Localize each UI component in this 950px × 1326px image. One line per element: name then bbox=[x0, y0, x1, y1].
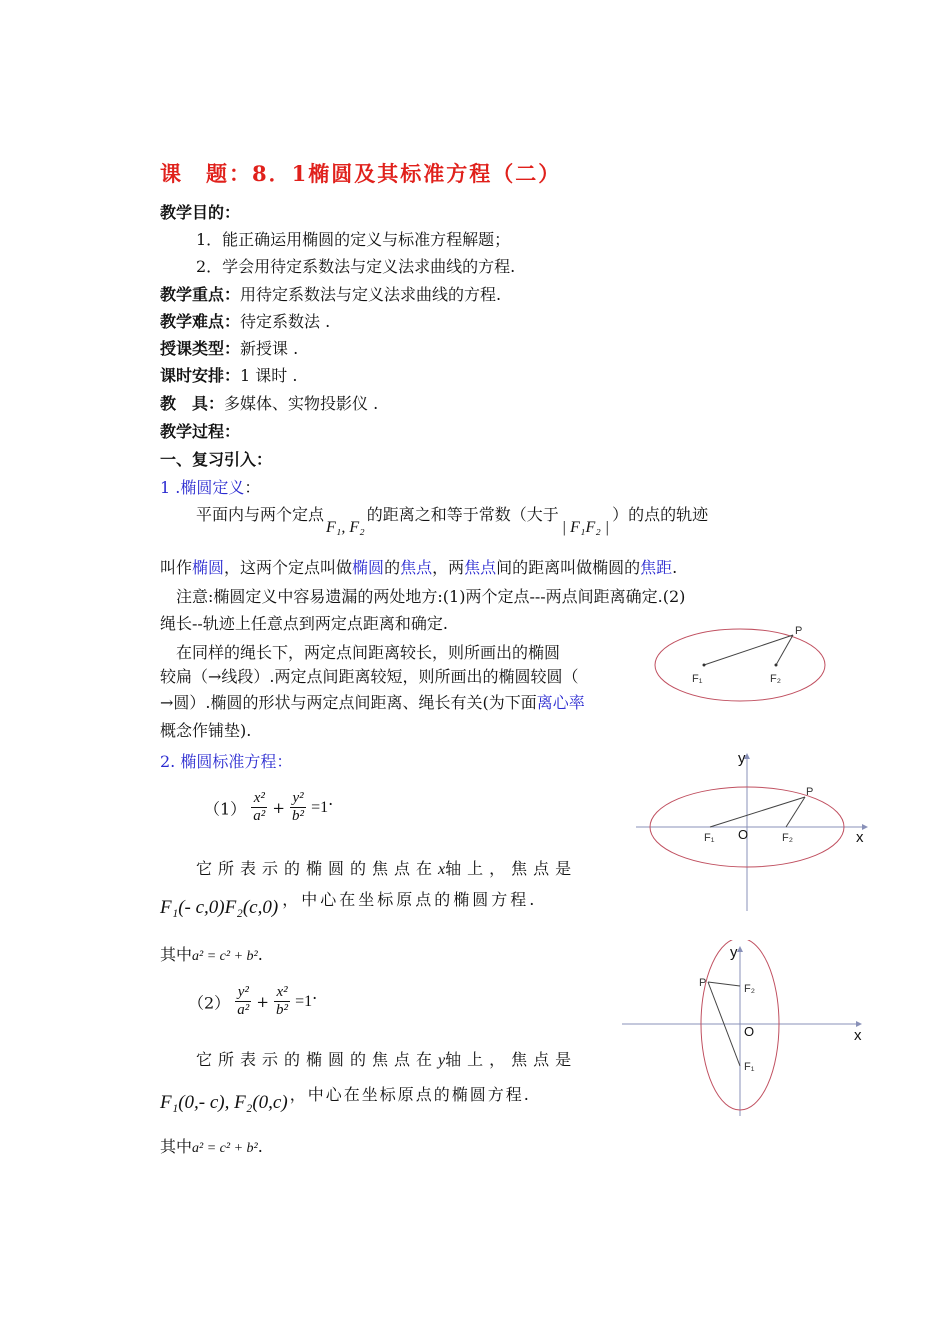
segment-f1-p bbox=[704, 635, 793, 665]
key-text: 用待定系数法与定义法求曲线的方程. bbox=[240, 285, 502, 304]
numerator: x² bbox=[251, 790, 267, 808]
difficulty-label: 教学难点： bbox=[160, 312, 241, 331]
section-review: 一、复习引入： bbox=[160, 450, 273, 469]
focus-f1-label: F₁ bbox=[704, 832, 715, 844]
lesson-type-label: 授课类型： bbox=[160, 339, 241, 358]
item1-number: 1 . bbox=[160, 478, 181, 497]
relation-formula: a² = c² + b² bbox=[192, 949, 258, 964]
same-length-text: →圆）.椭圆的形状与两定点间距离、绳长有关(为下面 bbox=[160, 693, 537, 712]
fraction-x-over-a bbox=[251, 790, 267, 826]
definition-text: 叫作 bbox=[160, 558, 193, 577]
focus-f2-label: F₂ bbox=[770, 673, 781, 685]
eq2-text: ，中心在坐标原点的椭圆方程. bbox=[289, 1085, 531, 1104]
definition-text: 间的距离叫做椭圆的 bbox=[496, 558, 641, 577]
term-focus: 焦点 bbox=[464, 558, 497, 577]
difficulty-row bbox=[160, 309, 330, 332]
hours-text: 1 课时 . bbox=[240, 366, 298, 385]
tools-text: 多媒体、实物投影仪 . bbox=[224, 394, 379, 413]
numerator: y² bbox=[290, 790, 306, 808]
definition-line2 bbox=[160, 555, 677, 578]
page-title: 课 题：8．1椭圆及其标准方程（二） bbox=[160, 161, 562, 186]
equation-1: （1） $\frac{\text{x²}}{\text{a²}}$ + $\frac{\text{y²}}{\text{b²}}$ =1. bbox=[204, 790, 334, 825]
equation-rhs: =1 bbox=[311, 798, 329, 816]
eq2-text: 其中 bbox=[160, 1137, 193, 1156]
item1-colon: ： bbox=[244, 478, 261, 497]
same-length-line4: 概念作铺垫). bbox=[160, 721, 252, 740]
focus-f2-label: F₂ bbox=[744, 983, 755, 995]
same-length-line3 bbox=[160, 690, 585, 713]
point-p-label: P bbox=[699, 977, 707, 989]
fraction-y-over-a bbox=[235, 984, 251, 1020]
relation-formula: a² = c² + b² bbox=[192, 1141, 258, 1156]
vertical-ellipse-figure bbox=[620, 940, 870, 1120]
definition-text: ，这两个定点叫做 bbox=[224, 558, 353, 577]
axis-symbol-y: y bbox=[438, 1052, 446, 1069]
definition-text: . bbox=[672, 558, 678, 577]
goal-2: 2．学会用待定系数法与定义法求曲线的方程. bbox=[196, 257, 516, 276]
term-ellipse: 椭圆 bbox=[192, 558, 225, 577]
focus-f2-label: F₂ bbox=[782, 832, 793, 844]
eq2-foci: F₁(0,- c), F₂(0,c) bbox=[160, 1092, 288, 1113]
eq1-text: ，中心在坐标原点的椭圆方程. bbox=[282, 890, 538, 909]
denominator: a² bbox=[253, 808, 266, 825]
numerator: y² bbox=[235, 984, 251, 1002]
denominator: b² bbox=[292, 808, 305, 825]
term-eccentricity: 离心率 bbox=[536, 693, 585, 712]
definition-text: ）的点的轨迹 bbox=[612, 505, 709, 524]
point-p-label: P bbox=[795, 625, 803, 637]
focus-f1-label: F₁ bbox=[744, 1061, 755, 1073]
focus-point bbox=[703, 664, 706, 667]
note-line2: 绳长--轨迹上任意点到两定点距离和确定. bbox=[160, 614, 448, 633]
eq2-relation: 其中a² = c² + b². bbox=[160, 1137, 263, 1156]
focus-f1-label: F₁ bbox=[692, 673, 703, 685]
segment-f2-p bbox=[786, 797, 805, 827]
ellipse-definition-figure bbox=[648, 620, 838, 710]
term-focal-distance: 焦距 bbox=[640, 558, 673, 577]
process-label: 教学过程： bbox=[160, 422, 241, 441]
point-p-label: P bbox=[806, 786, 814, 798]
f1-f2-symbol: F₁, F₂ bbox=[326, 519, 365, 536]
difficulty-text: 待定系数法 . bbox=[240, 312, 331, 331]
same-length-line2: 较扁（→线段）.两定点间距离较短，则所画出的椭圆较圆（ bbox=[160, 667, 579, 686]
key-point-row bbox=[160, 282, 501, 305]
f1f2-abs-symbol: | F₁F₂ | bbox=[561, 519, 610, 536]
item1-title: 椭圆定义 bbox=[180, 478, 245, 497]
y-axis-label: y bbox=[730, 944, 738, 961]
hours-label: 课时安排： bbox=[160, 366, 241, 385]
eq1-text: 它所表示的椭圆的焦点在 bbox=[196, 859, 439, 878]
eq1-text: 轴上，焦点是 bbox=[445, 859, 578, 878]
eq2-description-line1 bbox=[196, 1047, 577, 1070]
tools-row bbox=[160, 391, 378, 414]
definition-text: ，两 bbox=[432, 558, 465, 577]
key-label: 教学重点： bbox=[160, 285, 241, 304]
fraction-y-over-b bbox=[290, 790, 306, 826]
definition-text: 的距离之和等于常数（大于 bbox=[366, 505, 559, 524]
horizontal-ellipse-figure bbox=[630, 745, 870, 915]
fraction-x-over-b bbox=[274, 984, 290, 1020]
segment-f1-p bbox=[710, 797, 805, 827]
definition-text: 平面内与两个定点 bbox=[196, 505, 325, 524]
lesson-type-text: 新授课 . bbox=[240, 339, 299, 358]
definition-text: 的 bbox=[384, 558, 401, 577]
origin-label: O bbox=[744, 1024, 755, 1039]
segment-f2-p bbox=[708, 982, 740, 986]
eq2-description-line2 bbox=[160, 1085, 531, 1114]
eq1-relation: 其中a² = c² + b². bbox=[160, 945, 263, 964]
y-axis-arrow bbox=[737, 946, 743, 952]
eq1-text: 其中 bbox=[160, 945, 193, 964]
numerator: x² bbox=[274, 984, 290, 1002]
ellipse-curve bbox=[655, 629, 825, 701]
y-axis-label: y bbox=[738, 750, 746, 767]
focus-point bbox=[775, 664, 778, 667]
denominator: a² bbox=[237, 1002, 250, 1019]
eq1-description-line2 bbox=[160, 890, 538, 919]
eq2-text: 它所表示的椭圆的焦点在 bbox=[196, 1050, 439, 1069]
equation-2: （2） $\frac{\text{y²}}{\text{a²}}$ + $\frac{\text{x²}}{\text{b²}}$ =1. bbox=[188, 984, 318, 1019]
eq1-description-line1 bbox=[196, 856, 577, 879]
same-length-line1: 在同样的绳长下，两定点间距离较长，则所画出的椭圆 bbox=[176, 643, 561, 662]
goal-1: 1．能正确运用椭圆的定义与标准方程解题； bbox=[196, 230, 511, 249]
item1-heading bbox=[160, 475, 260, 498]
equation-rhs: =1 bbox=[295, 992, 313, 1010]
equation-1-number: （1） bbox=[204, 799, 247, 819]
goals-label: 教学目的： bbox=[160, 203, 241, 222]
x-axis-label: x bbox=[854, 1027, 862, 1044]
eq1-foci: F₁(- c,0)F₂(c,0) bbox=[160, 897, 279, 918]
hours-row bbox=[160, 363, 297, 386]
x-axis-label: x bbox=[856, 829, 864, 846]
term-ellipse: 椭圆 bbox=[352, 558, 385, 577]
tools-label: 教 具： bbox=[160, 394, 225, 413]
equation-2-number: （2） bbox=[188, 993, 231, 1013]
eq2-text: 轴上，焦点是 bbox=[445, 1050, 578, 1069]
note-line1: 注意:椭圆定义中容易遗漏的两处地方:(1)两个定点---两点间距离确定.(2) bbox=[176, 587, 686, 606]
origin-label: O bbox=[738, 827, 749, 842]
term-focus: 焦点 bbox=[400, 558, 433, 577]
lesson-type-row bbox=[160, 336, 298, 359]
item2-heading: 2. 椭圆标准方程： bbox=[160, 752, 293, 771]
definition-line1 bbox=[196, 502, 709, 536]
denominator: b² bbox=[276, 1002, 289, 1019]
axis-symbol-x: x bbox=[438, 861, 446, 878]
